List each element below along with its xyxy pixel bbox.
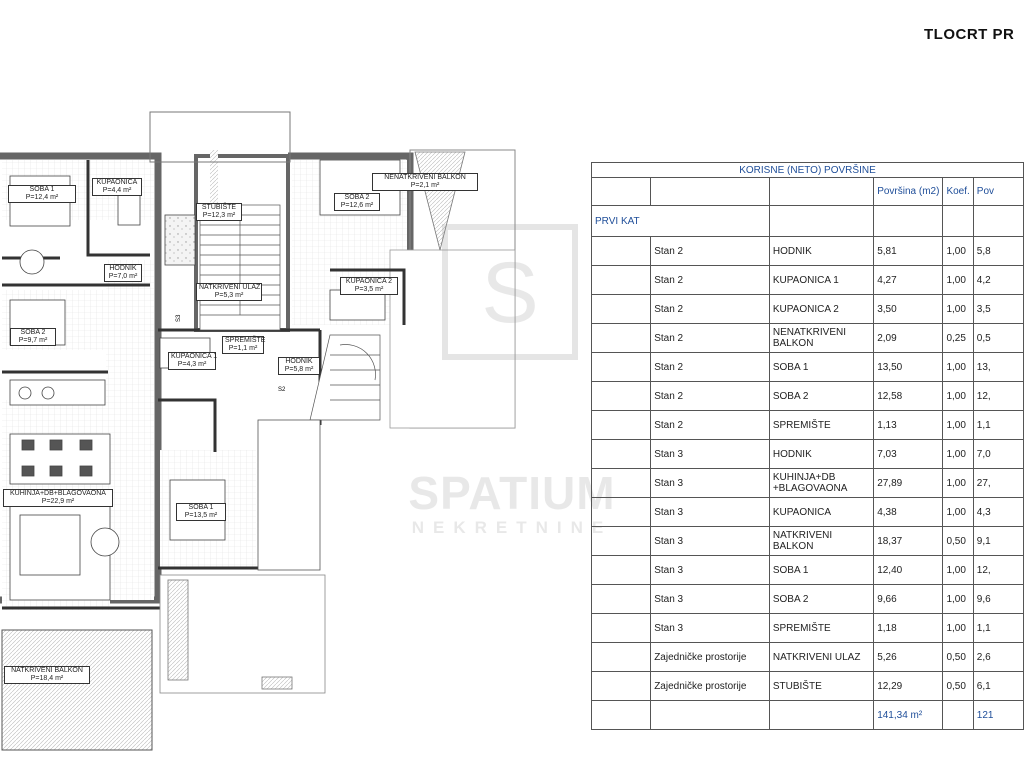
net-area-cell: 4,3 (973, 498, 1023, 527)
unit-cell: Stan 2 (651, 295, 770, 324)
column-header: Površina (m2) (874, 178, 943, 206)
unit-cell: Stan 3 (651, 527, 770, 556)
coef-cell: 1,00 (943, 353, 973, 382)
room-cell: STUBIŠTE (769, 672, 873, 701)
blank-cell (592, 469, 651, 498)
blank-cell (592, 324, 651, 353)
coef-cell: 0,50 (943, 643, 973, 672)
room-cell: HODNIK (769, 440, 873, 469)
coef-cell: 1,00 (943, 411, 973, 440)
room-label: HODNIK P=5,8 m² (278, 357, 320, 375)
coef-cell: 1,00 (943, 556, 973, 585)
room-label: KUPAONICA 2 P=3,5 m² (340, 277, 398, 295)
room-cell: NATKRIVENI ULAZ (769, 643, 873, 672)
column-header (769, 178, 873, 206)
stair-mark-s3: S3 (176, 314, 182, 322)
total-net-area: 121 (973, 701, 1023, 730)
blank-cell (592, 411, 651, 440)
blank-cell (592, 266, 651, 295)
table-row (592, 672, 1024, 701)
table-row (592, 527, 1024, 556)
room-cell: NATKRIVENI BALKON (769, 527, 873, 556)
coef-cell: 0,50 (943, 527, 973, 556)
area-cell: 5,81 (874, 237, 943, 266)
coef-cell: 1,00 (943, 382, 973, 411)
unit-cell: Stan 2 (651, 324, 770, 353)
room-label: SOBA 2 P=9,7 m² (10, 328, 56, 346)
table-row (592, 324, 1024, 353)
room-cell: SOBA 2 (769, 585, 873, 614)
blank-cell (943, 701, 973, 730)
section-label: PRVI KAT (592, 206, 770, 237)
room-cell: SOBA 1 (769, 556, 873, 585)
total-row (592, 701, 1024, 730)
unit-cell: Zajedničke prostorije (651, 643, 770, 672)
blank-cell (592, 498, 651, 527)
document-title: TLOCRT PR (924, 26, 1015, 43)
blank-cell (592, 353, 651, 382)
blank-cell (592, 382, 651, 411)
unit-cell: Stan 2 (651, 382, 770, 411)
table-row (592, 411, 1024, 440)
blank-cell (592, 237, 651, 266)
net-area-cell: 1,1 (973, 614, 1023, 643)
unit-cell: Stan 2 (651, 411, 770, 440)
stair-mark-s2: S2 (278, 387, 286, 393)
unit-cell: Stan 2 (651, 237, 770, 266)
area-cell: 13,50 (874, 353, 943, 382)
blank-cell (592, 295, 651, 324)
area-cell: 12,58 (874, 382, 943, 411)
net-area-cell: 7,0 (973, 440, 1023, 469)
room-label: NENATKRIVENI BALKON P=2,1 m² (372, 173, 478, 191)
net-area-cell: 27, (973, 469, 1023, 498)
room-cell: NENATKRIVENI BALKON (769, 324, 873, 353)
table-row (592, 643, 1024, 672)
room-cell: KUPAONICA 1 (769, 266, 873, 295)
unit-cell: Zajedničke prostorije (651, 672, 770, 701)
coef-cell: 1,00 (943, 266, 973, 295)
table-header (592, 163, 1024, 178)
room-label: KUPAONICA 1 P=4,3 m² (168, 352, 216, 370)
table-row (592, 266, 1024, 295)
net-area-cell: 5,8 (973, 237, 1023, 266)
net-area-cell: 2,6 (973, 643, 1023, 672)
blank-cell (651, 701, 770, 730)
area-cell: 2,09 (874, 324, 943, 353)
blank-cell (592, 585, 651, 614)
coef-cell: 1,00 (943, 237, 973, 266)
column-header (592, 178, 651, 206)
column-header: Pov (973, 178, 1023, 206)
net-area-cell: 1,1 (973, 411, 1023, 440)
room-label: HODNIK P=7,0 m² (104, 264, 142, 282)
coef-cell: 0,50 (943, 672, 973, 701)
net-area-cell: 4,2 (973, 266, 1023, 295)
column-headers (592, 178, 1024, 206)
coef-cell: 1,00 (943, 498, 973, 527)
unit-cell: Stan 3 (651, 440, 770, 469)
total-area: 141,34 m² (874, 701, 943, 730)
unit-cell: Stan 3 (651, 585, 770, 614)
section-row (592, 206, 1024, 237)
room-label: KUHINJA+DB+BLAGOVAONA P=22,9 m² (3, 489, 113, 507)
table-row (592, 295, 1024, 324)
area-cell: 5,26 (874, 643, 943, 672)
room-cell: SPREMIŠTE (769, 614, 873, 643)
room-cell: KUPAONICA 2 (769, 295, 873, 324)
room-label: KUPAONICA P=4,4 m² (92, 178, 142, 196)
unit-cell: Stan 3 (651, 498, 770, 527)
table-row (592, 382, 1024, 411)
table-row (592, 237, 1024, 266)
column-header: Koef. (943, 178, 973, 206)
unit-cell: Stan 3 (651, 556, 770, 585)
coef-cell: 1,00 (943, 469, 973, 498)
net-area-cell: 13, (973, 353, 1023, 382)
svg-text:S: S (481, 245, 539, 341)
area-cell: 1,13 (874, 411, 943, 440)
area-cell: 3,50 (874, 295, 943, 324)
room-cell: SOBA 1 (769, 353, 873, 382)
table-row (592, 353, 1024, 382)
area-cell: 9,66 (874, 585, 943, 614)
area-cell: 1,18 (874, 614, 943, 643)
net-area-cell: 9,1 (973, 527, 1023, 556)
blank-cell (592, 556, 651, 585)
area-cell: 12,29 (874, 672, 943, 701)
coef-cell: 0,25 (943, 324, 973, 353)
room-cell: SPREMIŠTE (769, 411, 873, 440)
coef-cell: 1,00 (943, 585, 973, 614)
net-area-cell: 12, (973, 556, 1023, 585)
blank-cell (592, 643, 651, 672)
table-row (592, 440, 1024, 469)
coef-cell: 1,00 (943, 614, 973, 643)
room-cell: SOBA 2 (769, 382, 873, 411)
blank-cell (592, 672, 651, 701)
table-row (592, 614, 1024, 643)
unit-cell: Stan 2 (651, 266, 770, 295)
area-cell: 18,37 (874, 527, 943, 556)
blank-cell (592, 614, 651, 643)
area-cell: 12,40 (874, 556, 943, 585)
table-row (592, 498, 1024, 527)
room-label: SOBA 1 P=13,5 m² (176, 503, 226, 521)
watermark-name: SPATIUM (408, 467, 616, 519)
area-cell: 27,89 (874, 469, 943, 498)
net-area-cell: 6,1 (973, 672, 1023, 701)
blank-cell (592, 701, 651, 730)
unit-cell: Stan 3 (651, 469, 770, 498)
room-label: SOBA 2 P=12,6 m² (334, 193, 380, 211)
room-label: SPREMIŠTE P=1,1 m² (222, 336, 264, 354)
net-area-cell: 0,5 (973, 324, 1023, 353)
blank-cell (769, 701, 873, 730)
room-label: STUBIŠTE P=12,3 m² (196, 203, 242, 221)
blank-cell (592, 440, 651, 469)
table-row (592, 556, 1024, 585)
room-label: NATKRIVENI BALKON P=18,4 m² (4, 666, 90, 684)
room-cell: KUHINJA+DB +BLAGOVAONA (769, 469, 873, 498)
watermark-subtitle: NEKRETNINE (411, 518, 613, 537)
column-header (651, 178, 770, 206)
area-table (591, 162, 1024, 730)
net-area-cell: 12, (973, 382, 1023, 411)
area-cell: 7,03 (874, 440, 943, 469)
area-cell: 4,27 (874, 266, 943, 295)
unit-cell: Stan 3 (651, 614, 770, 643)
net-area-cell: 9,6 (973, 585, 1023, 614)
area-cell: 4,38 (874, 498, 943, 527)
room-label: SOBA 1 P=12,4 m² (8, 185, 76, 203)
unit-cell: Stan 2 (651, 353, 770, 382)
net-area-cell: 3,5 (973, 295, 1023, 324)
room-label: NATKRIVENI ULAZ P=5,3 m² (196, 283, 262, 301)
room-cell: HODNIK (769, 237, 873, 266)
room-cell: KUPAONICA (769, 498, 873, 527)
coef-cell: 1,00 (943, 440, 973, 469)
table-row (592, 585, 1024, 614)
blank-cell (592, 527, 651, 556)
coef-cell: 1,00 (943, 295, 973, 324)
table-row (592, 469, 1024, 498)
table-title: KORISNE (NETO) POVRŠINE (592, 163, 1024, 178)
